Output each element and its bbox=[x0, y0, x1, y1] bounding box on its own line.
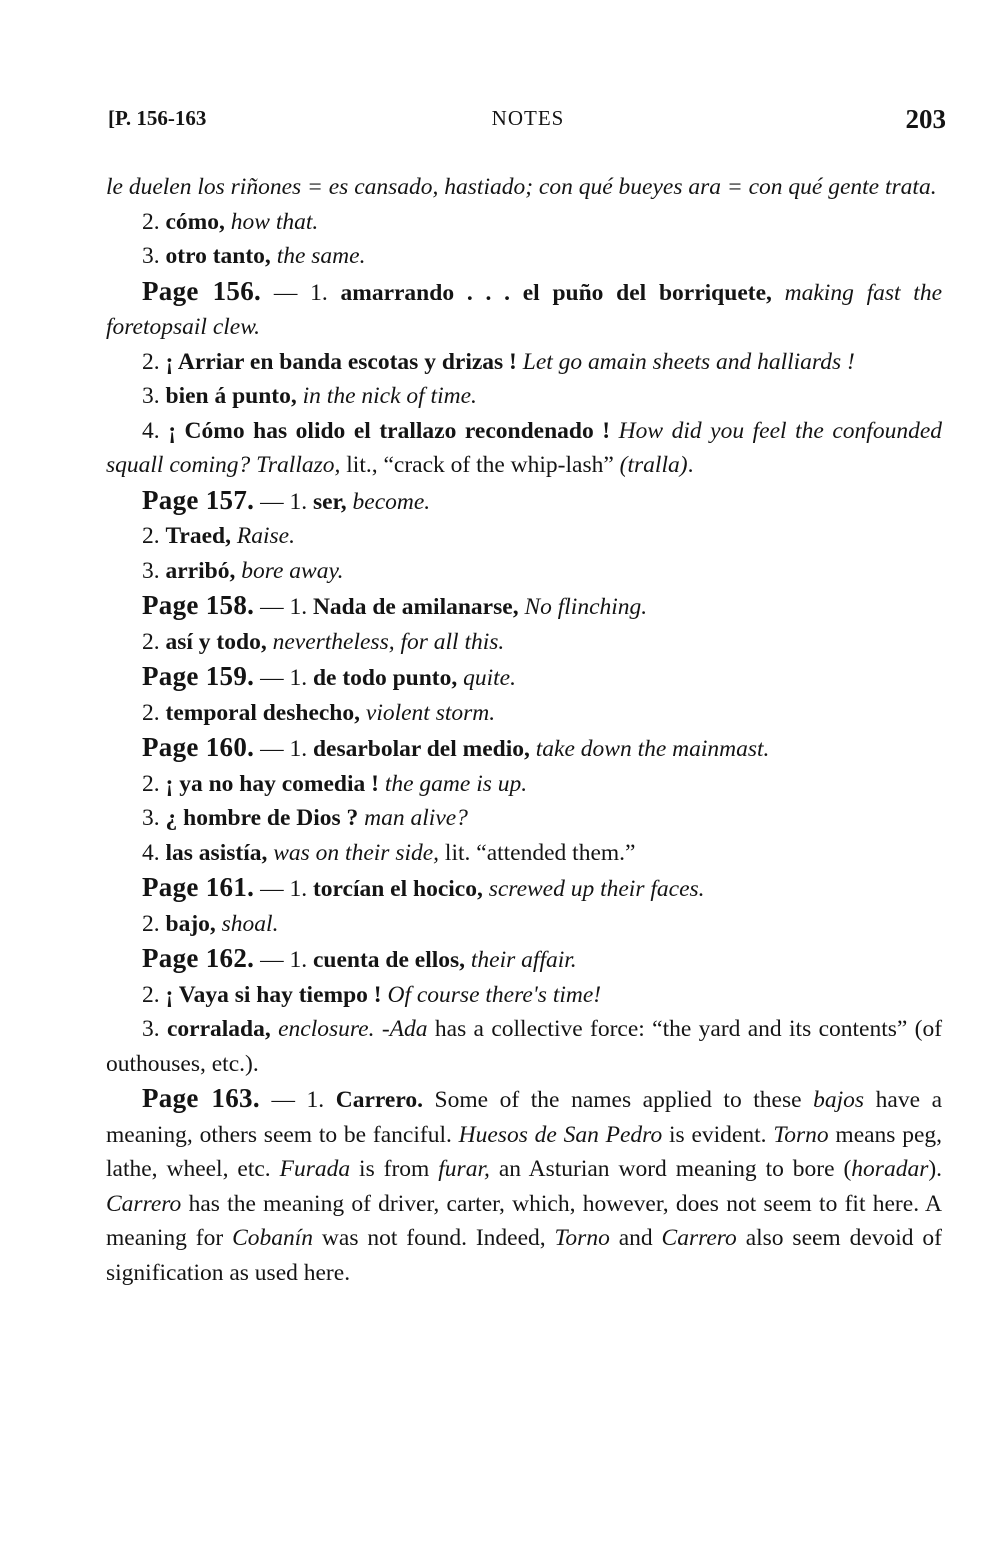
note-page-156: Page 156. — 1. amarrando . . . el puño del borriquete, making fast the foretopsail clew. bbox=[106, 275, 943, 340]
note-item: 2. ¡ Vaya si hay tiempo ! Of course there's time! bbox=[142, 981, 602, 1008]
running-header bbox=[108, 106, 948, 140]
note-item: 3. ¿ hombre de Dios ? man alive? bbox=[142, 805, 468, 831]
note-item: 3. arribó, bore away. bbox=[142, 557, 344, 584]
note-item: 4. las asistía, was on their side, lit. “attended them.” bbox=[142, 839, 636, 866]
page-number: 203 bbox=[905, 104, 946, 134]
note-page-157: Page 157. — 1. ser, become. bbox=[142, 484, 431, 515]
page-range: [P. 156-163 bbox=[108, 106, 207, 130]
note-item: 2. bajo, shoal. bbox=[142, 910, 279, 937]
note-item: 2. temporal deshecho, violent storm. bbox=[142, 699, 496, 726]
note-item: 2. Traed, Raise. bbox=[142, 523, 295, 549]
section-title: NOTES bbox=[491, 106, 565, 130]
notes-body bbox=[106, 170, 942, 1290]
note-item: 2. así y todo, nevertheless, for all this. bbox=[142, 628, 505, 655]
note-page-160: Page 160. — 1. desarbolar del medio, take down the mainmast. bbox=[142, 732, 770, 762]
note-item: 3. otro tanto, the same. bbox=[142, 243, 366, 269]
note-item: 2. ¡ Arriar en banda escotas y drizas ! Let go amain sheets and halliards ! bbox=[142, 348, 855, 375]
note-page-163: Page 163. — 1. Carrero. Some of the names applied to these bajos have a meaning, others seem to be fanciful. Huesos de San Pedro is evident. Torno means peg, lathe, wheel, etc. Furada is from furar, an Asturian word meaning to bore (horadar). Carrero has the meaning of driver, carter, which, however, does not seem to fit here. A meaning for Cobanín was not found. Indeed, Torno and Carrero also seem devoid of signification as used here. bbox=[106, 1083, 943, 1286]
note-page-161: Page 161. — 1. torcían el hocico, screwed up their faces. bbox=[142, 872, 705, 902]
note-item: 2. ¡ ya no hay comedia ! the game is up. bbox=[142, 770, 528, 797]
note-item: 3. corralada, enclosure. -Ada has a collective force: “the yard and its contents” (of outhouses, etc.). bbox=[106, 1016, 943, 1077]
note-continuation: le duelen los riñones = es cansado, hastiado; con qué bueyes ara = con qué gente trata. bbox=[106, 174, 937, 200]
note-item: 3. bien á punto, in the nick of time. bbox=[142, 383, 477, 409]
note-page-158: Page 158. — 1. Nada de amilanarse, No flinching. bbox=[142, 590, 648, 620]
note-page-162: Page 162. — 1. cuenta de ellos, their affair. bbox=[142, 943, 577, 973]
note-page-159: Page 159. — 1. de todo punto, quite. bbox=[142, 661, 516, 691]
note-item: 2. cómo, how that. bbox=[142, 208, 319, 235]
note-item: 4. ¡ Cómo has olido el trallazo recondenado ! How did you feel the confounded squall coming? Trallazo, lit., “crack of the whip-lash” (tralla). bbox=[106, 417, 943, 478]
